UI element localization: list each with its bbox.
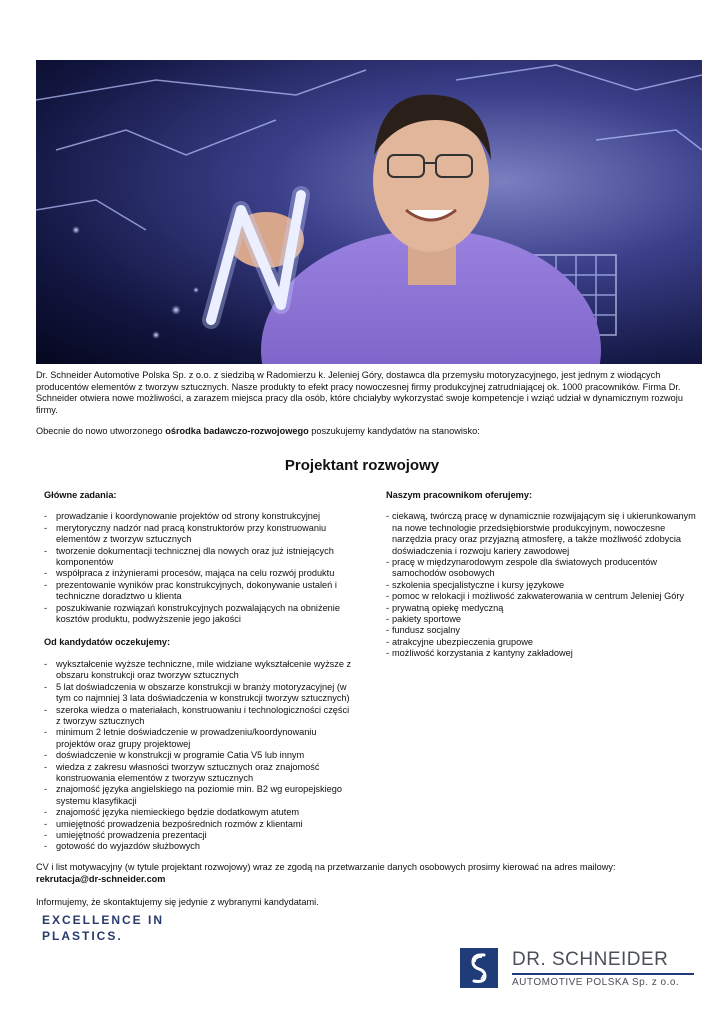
- hero-illustration: [36, 60, 702, 364]
- list-item: - doświadczenie w konstrukcji w programie Catia V5 lub innym: [44, 750, 354, 761]
- list-item: - umiejętność prowadzenia bezpośrednich rozmów z klientami: [44, 819, 354, 830]
- cv-text: CV i list motywacyjny (w tytule projektant rozwojowy) wraz ze zgodą na przetwarzanie danych osobowych prosimy kierować na adres mailowy:: [36, 862, 616, 872]
- logo-subtitle: AUTOMOTIVE POLSKA Sp. z o.o.: [512, 977, 680, 988]
- list-item: - szeroka wiedza o materiałach, konstruowaniu i technologiczności części z tworzyw sztucznych: [44, 705, 354, 728]
- list-item: - poszukiwanie rozwiązań konstrukcyjnych pozwalających na obniżenie kosztów produktu, podwyższenie jego jakości: [44, 603, 354, 626]
- offer-list: [386, 511, 696, 659]
- company-intro: Dr. Schneider Automotive Polska Sp. z o.o. z siedzibą w Radomierzu k. Jeleniej Góry, dostawca dla przemysłu motoryzacyjnego, jest jednym z wiodących producentów elementów z tworzyw sztucznych. Nasze produkty to efekt pracy nowoczesnej firmy produkcyjnej zatrudniającej ok. 1000 pracowników. Firma Dr. Schneider otwiera nowe możliwości, a zarazem miejsca pracy dla osób, które chciałyby wykorzystać swoje kompetencje i wziąć udział w dynamicznym rozwoju firmy.: [36, 370, 683, 415]
- slogan-line-1: EXCELLENCE IN: [42, 913, 165, 927]
- list-item: - tworzenie dokumentacji technicznej dla nowych oraz już istniejących komponentów: [44, 546, 354, 569]
- list-item: - fundusz socjalny: [386, 625, 696, 636]
- list-item: - pracę w międzynarodowym zespole dla światowych producentów samochodów osobowych: [386, 557, 696, 580]
- list-item: - szkolenia specjalistyczne i kursy językowe: [386, 580, 696, 591]
- logo-mark-icon: [460, 948, 498, 988]
- list-item: - pomoc w relokacji i możliwość zakwaterowania w centrum Jeleniej Góry: [386, 591, 696, 602]
- list-item: - prezentowanie wyników prac konstrukcyjnych, dokonywanie ustaleń i techniczne doradztwo u klienta: [44, 580, 354, 603]
- slogan-line-2: PLASTICS.: [42, 929, 123, 943]
- list-item: - wykształcenie wyższe techniczne, mile widziane wykształcenie wyższe z obszaru konstrukcji oraz tworzyw sztucznych: [44, 659, 354, 682]
- list-item: - znajomość języka angielskiego na poziomie min. B2 wg europejskiego systemu klasyfikacji: [44, 784, 354, 807]
- list-item: - prywatną opiekę medyczną: [386, 603, 696, 614]
- list-item: - prowadzanie i koordynowanie projektów od strony konstrukcyjnej: [44, 511, 354, 522]
- list-item: - 5 lat doświadczenia w obszarze konstrukcji w branży motoryzacyjnej (w tym co najmniej 3 lata doświadczenia w konstrukcji tworzyw sztucznych): [44, 682, 354, 705]
- list-item: - wiedza z zakresu własności tworzyw sztucznych oraz znajomość konstruowania elementów z tworzyw sztucznych: [44, 762, 354, 785]
- list-item: - ciekawą, twórczą pracę w dynamicznie rozwijającym się i ukierunkowanym na nowe technologie przedsiębiorstwie produkcyjnym, nowoczesne narzędzia pracy oraz przyjazną atmosferę, a także możliwość zdobycia doświadczenia i rozwoju kariery zawodowej: [386, 511, 696, 557]
- list-item: - współpraca z inżynierami procesów, mająca na celu rozwój produktu: [44, 568, 354, 579]
- logo-divider: [512, 973, 694, 975]
- left-column: [44, 490, 354, 853]
- lead-after: poszukujemy kandydatów na stanowisko:: [308, 426, 480, 436]
- list-item: - znajomość języka niemieckiego będzie dodatkowym atutem: [44, 807, 354, 818]
- offer-heading: Naszym pracownikom oferujemy:: [386, 490, 533, 500]
- inform-note: Informujemy, że skontaktujemy się jedynie z wybranymi kandydatami.: [36, 897, 319, 907]
- expectations-heading: Od kandydatów oczekujemy:: [44, 637, 171, 648]
- tasks-heading: Główne zadania:: [44, 490, 117, 500]
- cv-instructions: [36, 862, 696, 885]
- hero-photo: [36, 60, 702, 364]
- list-item: - możliwość korzystania z kantyny zakładowej: [386, 648, 696, 659]
- logo-name: DR. SCHNEIDER: [512, 949, 669, 970]
- list-item: - gotowość do wyjazdów służbowych: [44, 841, 354, 852]
- list-item: - atrakcyjne ubezpieczenia grupowe: [386, 637, 696, 648]
- list-item: - minimum 2 letnie doświadczenie w prowadzeniu/koordynowaniu projektów oraz grupy projektowej: [44, 727, 354, 750]
- list-item: - umiejętność prowadzenia prezentacji: [44, 830, 354, 841]
- lead-bold: ośrodka badawczo-rozwojowego: [165, 426, 309, 436]
- lead-text: [36, 426, 692, 438]
- lead-before: Obecnie do nowo utworzonego: [36, 426, 166, 436]
- tasks-list: [44, 511, 354, 625]
- list-item: - merytoryczny nadzór nad pracą konstruktorów przy konstruowaniu elementów z tworzyw sztucznych: [44, 523, 354, 546]
- company-logo: [460, 948, 700, 992]
- email-link[interactable]: rekrutacja@dr-schneider.com: [36, 873, 166, 884]
- job-title: Projektant rozwojowy: [284, 457, 440, 474]
- list-item: - pakiety sportowe: [386, 614, 696, 625]
- right-column: [386, 490, 696, 660]
- expectations-list: [44, 659, 354, 853]
- slogan: [42, 912, 164, 944]
